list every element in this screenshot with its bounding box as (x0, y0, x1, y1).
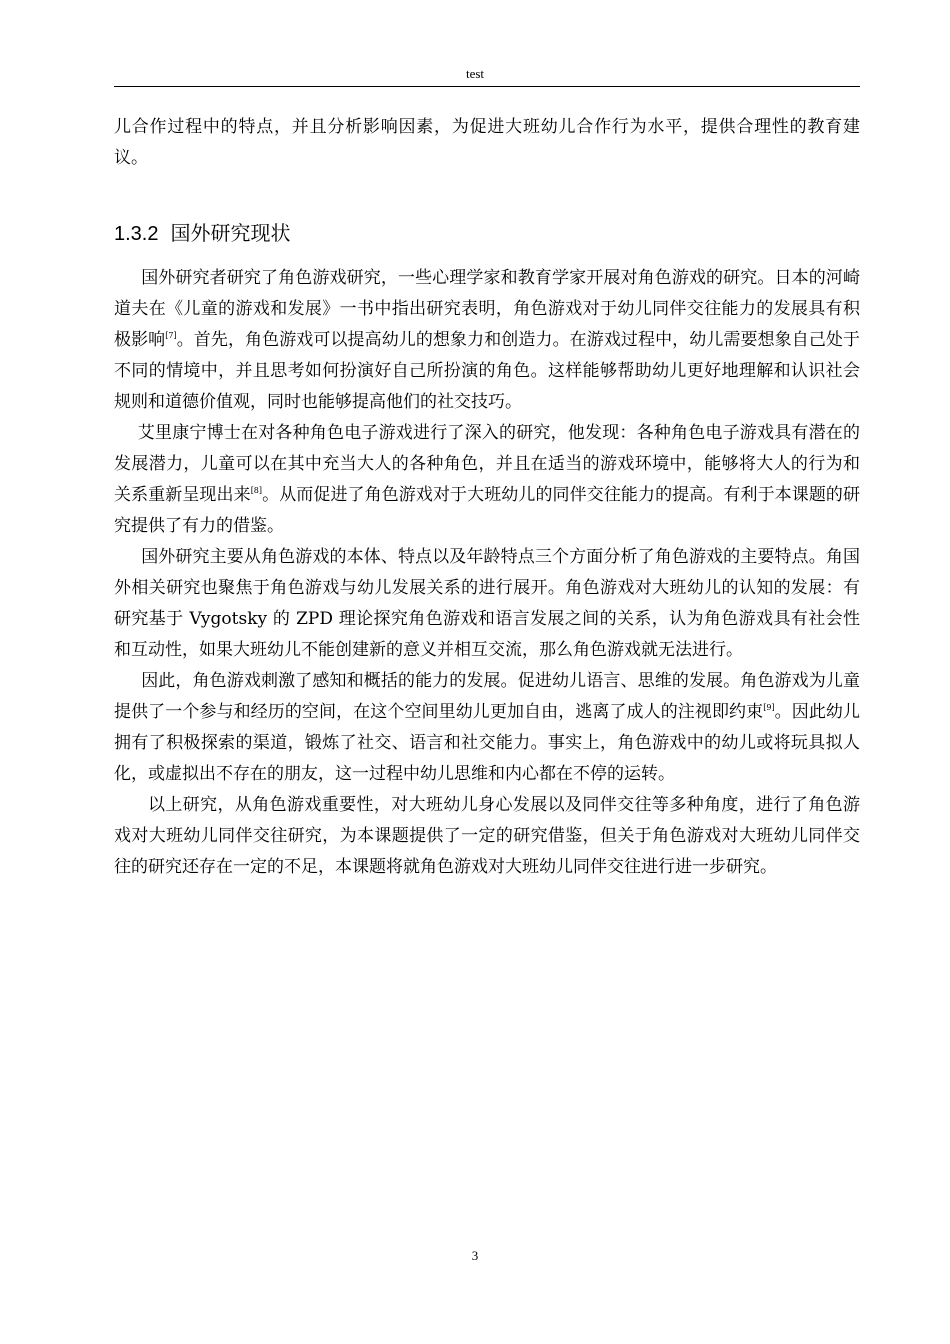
paragraph-text: 。首先，角色游戏可以提高幼儿的想象力和创造力。在游戏过程中，幼儿需要想象自己处于不同的情境中，并且思考如何扮演好自己所扮演的角色。这样能够帮助幼儿更好地理解和认识社会规则和道德价值观，同时也能够提高他们的社交技巧。 (114, 330, 861, 412)
header-divider (114, 86, 860, 87)
paragraph-text: 。从而促进了角色游戏对于大班幼儿的同伴交往能力的提高。有利于本课题的研究提供了有力的借鉴。 (114, 485, 861, 536)
paragraph-text: 国外研究者研究了角色游戏研究，一些心理学家和教育学家开展对角色游戏的研究。日本的河崎道夫在《儿童的游戏和发展》一书中指出研究表明，角色游戏对于幼儿同伴交往能力的发展具有积极影响 (114, 268, 860, 350)
paragraph-cognitive-development (114, 666, 860, 790)
citation-ref-8: [8] (250, 486, 263, 495)
section-heading (114, 218, 860, 249)
section-number: 1.3.2 (114, 223, 159, 245)
citation-ref-7: [7] (165, 331, 177, 340)
document-body (114, 112, 860, 883)
page-number: 3 (471, 1248, 479, 1263)
citation-ref-9: [9] (763, 703, 775, 712)
paragraph-foreign-research (114, 263, 860, 418)
page-header: test (465, 66, 485, 81)
section-title: 国外研究现状 (170, 221, 291, 245)
paragraph-text: 。因此幼儿拥有了积极探索的渠道，锻炼了社交、语言和社交能力。事实上，角色游戏中的幼儿或将玩具拟人化，或虚拟出不存在的朋友，这一过程中幼儿思维和内心都在不停的运转。 (114, 702, 861, 784)
paragraph-continued: 儿合作过程中的特点，并且分析影响因素，为促进大班幼儿合作行为水平，提供合理性的教育建议。 (114, 117, 860, 168)
paragraph-text: 艾里康宁博士在对各种角色电子游戏进行了深入的研究，他发现：各种角色电子游戏具有潜在的发展潜力，儿童可以在其中充当大人的各种角色，并且在适当的游戏环境中，能够将大人的行为和关系重新呈现出来 (114, 423, 860, 505)
paragraph-elkonin (114, 418, 860, 542)
paragraph-summary: 以上研究，从角色游戏重要性，对大班幼儿身心发展以及同伴交往等多种角度，进行了角色游戏对大班幼儿同伴交往研究，为本课题提供了一定的研究借鉴，但关于角色游戏对大班幼儿同伴交往的研究还存在一定的不足，本课题将就角色游戏对大班幼儿同伴交往进行进一步研究。 (114, 795, 860, 877)
paragraph-role-play-features: 国外研究主要从角色游戏的本体、特点以及年龄特点三个方面分析了角色游戏的主要特点。角国外相关研究也聚焦于角色游戏与幼儿发展关系的进行展开。角色游戏对大班幼儿的认知的发展：有研究基于 Vygotsky 的 ZPD 理论探究角色游戏和语言发展之间的关系，认为角色游戏具有社会性和互动性，如果大班幼儿不能创建新的意义并相互交流，那么角色游戏就无法进行。 (114, 547, 860, 660)
paragraph-text: 因此，角色游戏刺激了感知和概括的能力的发展。促进幼儿语言、思维的发展。角色游戏为儿童提供了一个参与和经历的空间，在这个空间里幼儿更加自由，逃离了成人的注视即约束 (114, 671, 860, 722)
